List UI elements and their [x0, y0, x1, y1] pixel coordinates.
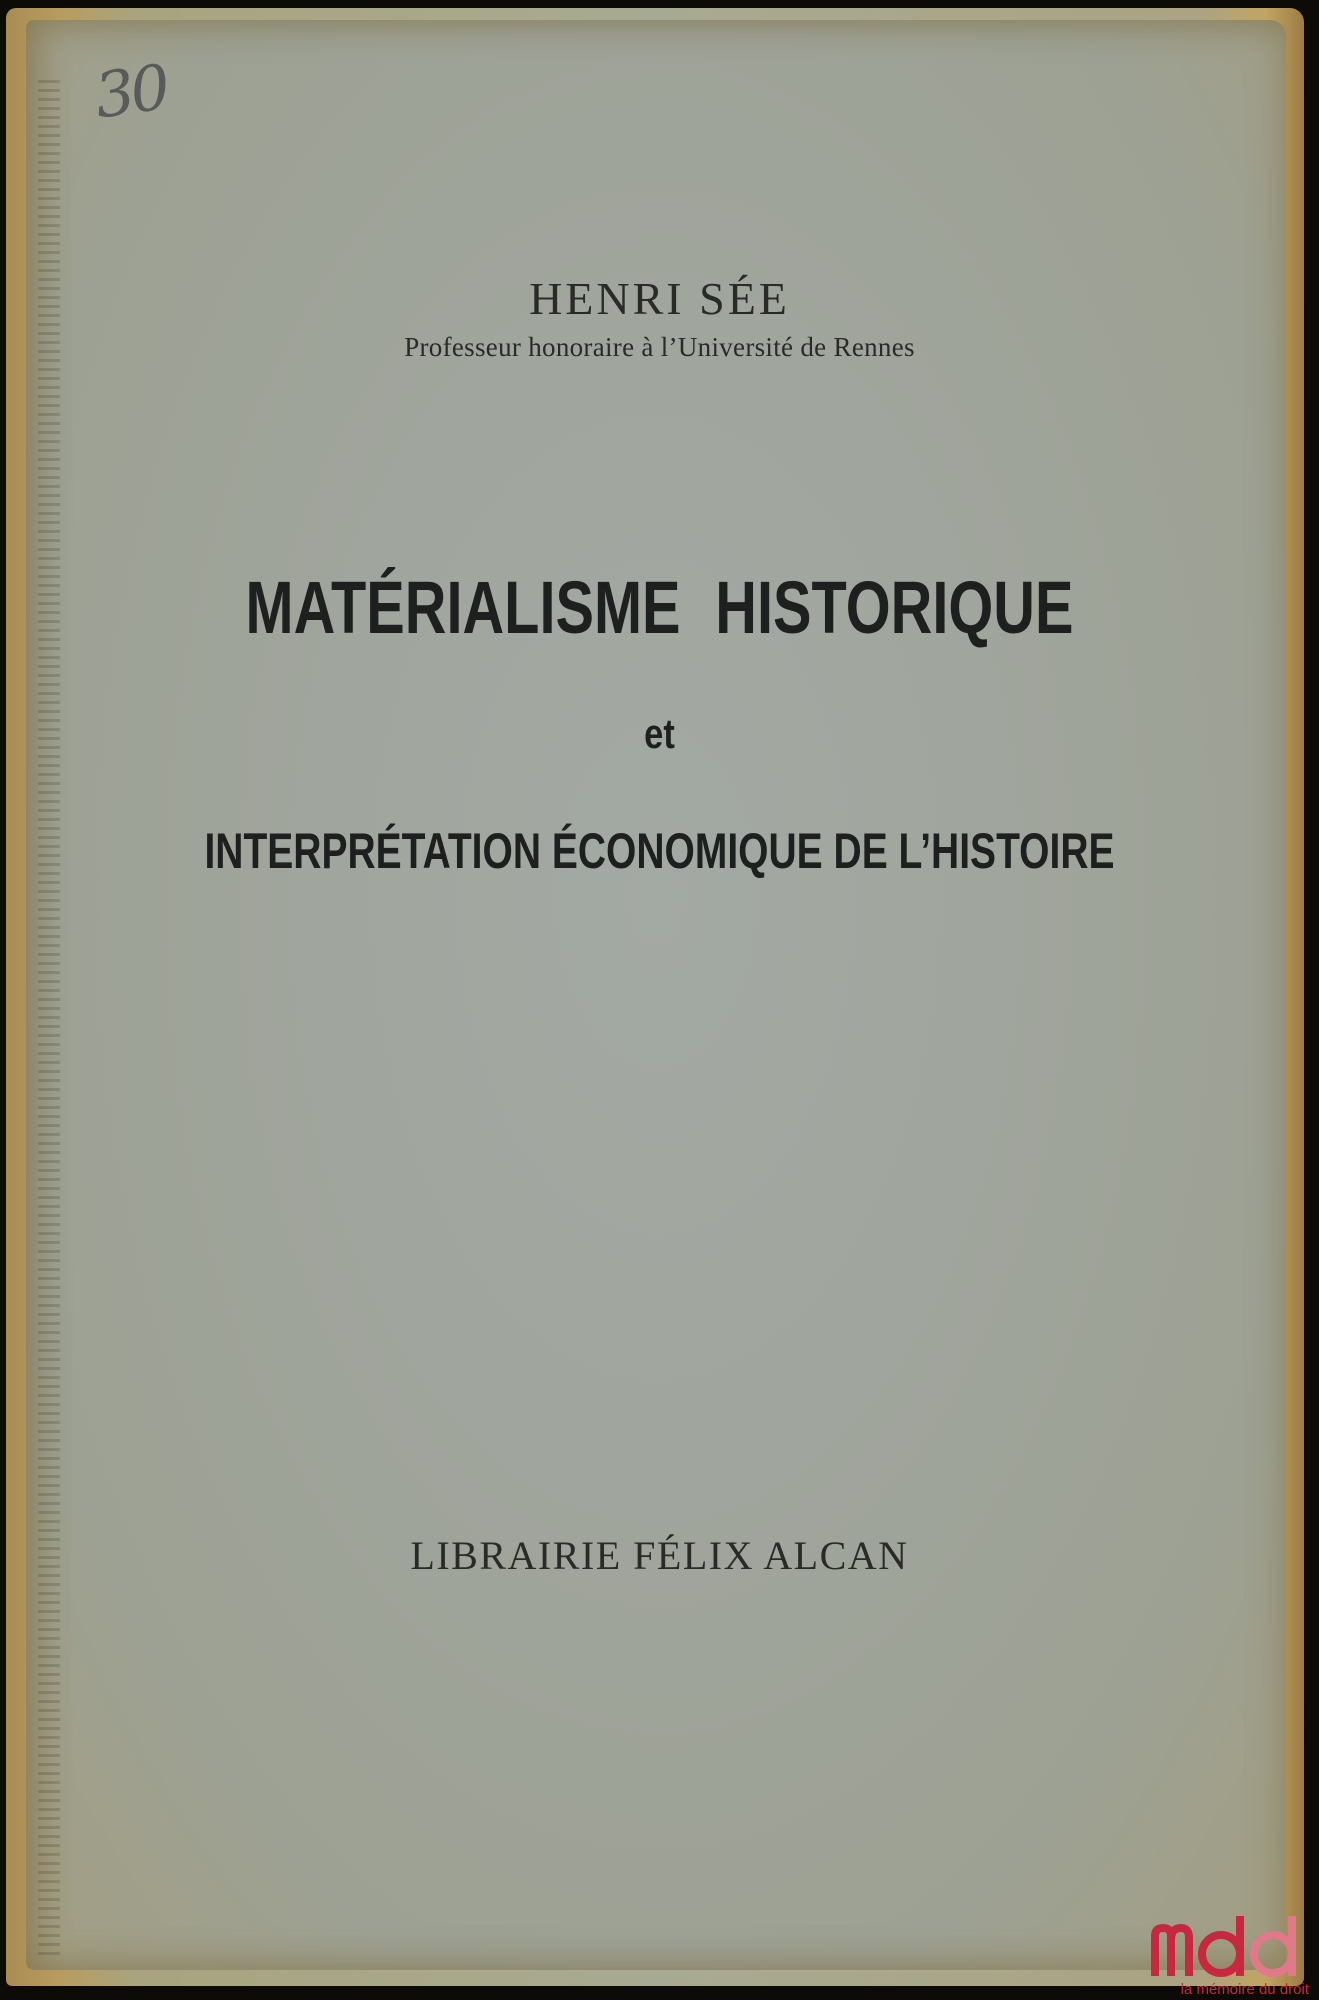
pencil-annotation: 30 [90, 50, 171, 133]
mdd-logo-icon [1151, 1914, 1311, 1978]
publisher-name: LIBRAIRIE FÉLIX ALCAN [410, 1533, 909, 1578]
title-sub: INTERPRÉTATION ÉCONOMIQUE DE L’HISTOIRE [204, 823, 1115, 879]
author-affiliation: Professeur honoraire à l’Université de Rennes [404, 332, 915, 362]
watermark-caption: la mémoire du droit [1180, 1981, 1309, 1998]
title-conjunction: et [644, 710, 675, 757]
author-name: HENRI SÉE [529, 273, 790, 324]
mdd-watermark-logo [1145, 1910, 1315, 2000]
title-main: MATÉRIALISME HISTORIQUE [245, 566, 1074, 649]
